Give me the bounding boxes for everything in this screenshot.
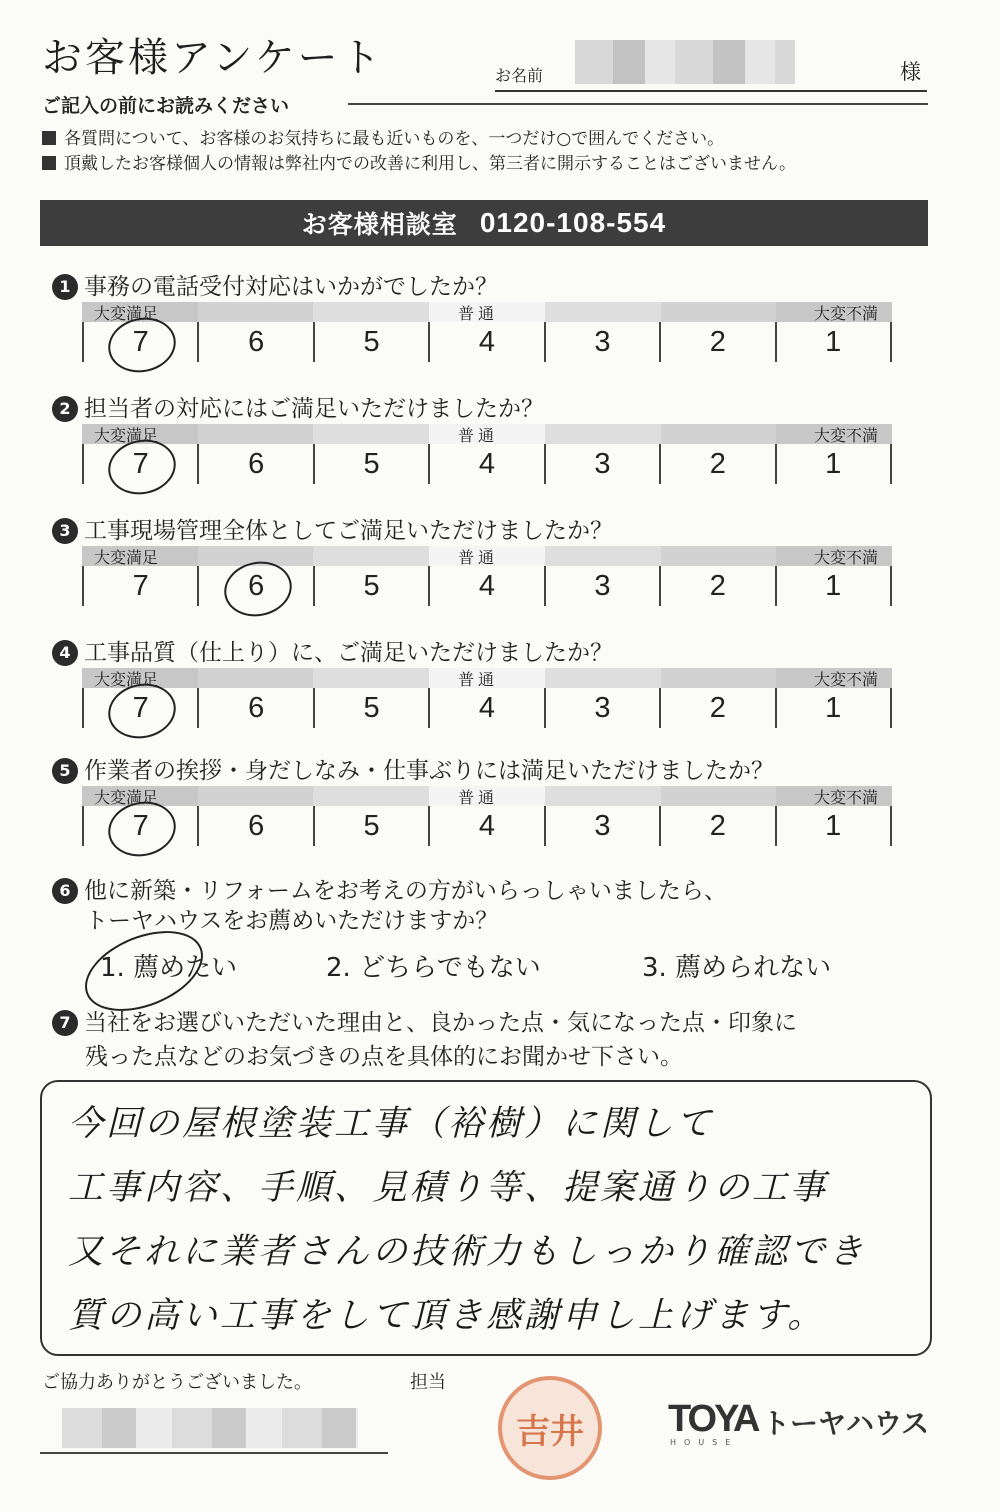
rating-option-2[interactable]: 2 (659, 566, 774, 606)
option-recommend[interactable]: 1. 薦めたい (100, 953, 238, 983)
signature-line (40, 1452, 388, 1454)
rating-option-5[interactable]: 5 (313, 444, 428, 484)
rating-option-5[interactable]: 5 (313, 806, 428, 846)
rating-option-6[interactable]: 6 (197, 806, 312, 846)
rating-option-1[interactable]: 1 (775, 688, 892, 728)
question-number-badge: 4 (52, 640, 78, 666)
rating-option-1[interactable]: 1 (775, 806, 892, 846)
rating-option-6[interactable]: 6 (197, 566, 312, 606)
question-7 (52, 1004, 932, 1038)
scale-label-very-satisfied: 大変満足 (94, 670, 159, 689)
rating-option-6[interactable]: 6 (197, 688, 312, 728)
rating-option-7[interactable]: 7 (82, 566, 197, 606)
scale-label-neutral: 普通 (458, 426, 499, 445)
thanks-text: ご協力ありがとうございました。 (42, 1372, 312, 1393)
rating-scale (82, 302, 892, 364)
recommend-options (100, 947, 900, 987)
rating-option-7[interactable]: 7 (82, 444, 197, 484)
scale-label-neutral: 普通 (458, 670, 499, 689)
name-redaction (575, 40, 795, 84)
rating-scale (82, 786, 892, 848)
notice-divider (348, 103, 928, 105)
question-number-badge: 7 (52, 1010, 78, 1036)
notice-item: 頂戴したお客様個人の情報は弊社内での改善に利用し、第三者に開示することはございません。 (42, 149, 796, 174)
question-title: 6 他に新築・リフォームをお考えの方がいらっしゃいましたら、 (52, 872, 932, 906)
rating-option-6[interactable]: 6 (197, 444, 312, 484)
option-not-recommend[interactable]: 3. 薦められない (642, 953, 832, 983)
bullet-square-icon (42, 156, 56, 170)
question-4 (52, 634, 932, 724)
rating-option-2[interactable]: 2 (659, 322, 774, 362)
rating-option-5[interactable]: 5 (313, 322, 428, 362)
rating-option-4[interactable]: 4 (428, 688, 543, 728)
rating-option-1[interactable]: 1 (775, 322, 892, 362)
rating-option-7[interactable]: 7 (82, 322, 197, 362)
question-title: 1 事務の電話受付対応はいかがでしたか？ (52, 268, 932, 302)
rating-option-4[interactable]: 4 (428, 806, 543, 846)
rating-scale (82, 668, 892, 730)
bullet-square-icon (42, 131, 56, 145)
contact-label: お客様相談室 (301, 210, 458, 239)
scale-label-very-dissatisfied: 大変不満 (813, 426, 878, 445)
question-number-badge: 1 (52, 274, 78, 300)
name-honorific: 様 (900, 60, 921, 84)
notice-item: 各質問について、お客様のお気持ちに最も近いものを、一つだけ○で囲んでください。 (42, 124, 724, 149)
contact-phone[interactable]: 0120-108-554 (479, 207, 667, 238)
rating-option-5[interactable]: 5 (313, 688, 428, 728)
question-6-line2: トーヤハウスをお薦めいただけますか？ (85, 908, 499, 934)
hanko-stamp: 吉井 (498, 1376, 602, 1480)
rating-option-7[interactable]: 7 (82, 688, 197, 728)
scale-label-neutral: 普通 (458, 548, 499, 567)
scale-label-very-dissatisfied: 大変不満 (813, 670, 878, 689)
rating-option-2[interactable]: 2 (659, 444, 774, 484)
customer-name-field[interactable] (495, 38, 927, 92)
scale-label-very-satisfied: 大変満足 (94, 788, 159, 807)
staff-label: 担当 (410, 1372, 446, 1393)
rating-option-3[interactable]: 3 (544, 688, 659, 728)
rating-option-3[interactable]: 3 (544, 566, 659, 606)
rating-option-3[interactable]: 3 (544, 322, 659, 362)
rating-option-1[interactable]: 1 (775, 566, 892, 606)
rating-option-2[interactable]: 2 (659, 806, 774, 846)
rating-option-4[interactable]: 4 (428, 566, 543, 606)
question-number-badge: 6 (52, 878, 78, 904)
signature-redaction (62, 1408, 358, 1448)
comment-line: 今回の屋根塗装工事（裕樹）に関して (68, 1104, 715, 1144)
question-title: 3 工事現場管理全体としてご満足いただけましたか？ (52, 512, 932, 546)
notice-heading: ご記入の前にお読みください (42, 95, 290, 117)
question-number-badge: 2 (52, 396, 78, 422)
rating-option-4[interactable]: 4 (428, 444, 543, 484)
question-7-line2: 残った点などのお気づきの点を具体的にお聞かせ下さい。 (85, 1044, 683, 1070)
question-title: 2 担当者の対応にはご満足いただけましたか？ (52, 390, 932, 424)
company-logo-sub: HOUSE (670, 1438, 739, 1447)
question-title: 4 工事品質（仕上り）に、ご満足いただけましたか？ (52, 634, 932, 668)
question-title: 7 当社をお選びいただいた理由と、良かった点・気になった点・印象に (52, 1004, 932, 1038)
scale-label-very-satisfied: 大変満足 (94, 426, 159, 445)
company-name: トーヤハウス (762, 1407, 930, 1440)
question-number-badge: 3 (52, 518, 78, 544)
rating-option-5[interactable]: 5 (313, 566, 428, 606)
company-logo: TOYA (668, 1398, 758, 1440)
option-neutral[interactable]: 2. どちらでもない (326, 953, 541, 983)
rating-scale (82, 546, 892, 608)
scale-label-very-dissatisfied: 大変不満 (813, 548, 878, 567)
question-5 (52, 752, 932, 842)
question-3 (52, 512, 932, 602)
contact-banner (40, 200, 928, 246)
scale-label-very-satisfied: 大変満足 (94, 304, 159, 323)
scale-label-very-dissatisfied: 大変不満 (813, 304, 878, 323)
comment-line: 質の高い工事をして頂き感謝申し上げます。 (68, 1296, 826, 1336)
question-6 (52, 872, 932, 906)
comment-line: 又それに業者さんの技術力もしっかり確認でき (68, 1232, 867, 1272)
rating-option-7[interactable]: 7 (82, 806, 197, 846)
name-label: お名前 (495, 66, 544, 85)
rating-option-4[interactable]: 4 (428, 322, 543, 362)
scale-label-neutral: 普通 (458, 788, 499, 807)
question-number-badge: 5 (52, 758, 78, 784)
rating-option-3[interactable]: 3 (544, 806, 659, 846)
rating-scale (82, 424, 892, 486)
scale-label-very-satisfied: 大変満足 (94, 548, 159, 567)
question-title: 5 作業者の挨拶・身だしなみ・仕事ぶりには満足いただけましたか？ (52, 752, 932, 786)
rating-option-6[interactable]: 6 (197, 322, 312, 362)
rating-option-1[interactable]: 1 (775, 444, 892, 484)
comment-line: 工事内容、手順、見積り等、提案通りの工事 (68, 1168, 829, 1208)
question-1 (52, 268, 932, 358)
rating-option-3[interactable]: 3 (544, 444, 659, 484)
rating-option-2[interactable]: 2 (659, 688, 774, 728)
scale-label-neutral: 普通 (458, 304, 499, 323)
scale-label-very-dissatisfied: 大変不満 (813, 788, 878, 807)
question-2 (52, 390, 932, 480)
survey-title: お客様アンケート (42, 35, 384, 81)
comment-textarea[interactable] (40, 1080, 932, 1356)
